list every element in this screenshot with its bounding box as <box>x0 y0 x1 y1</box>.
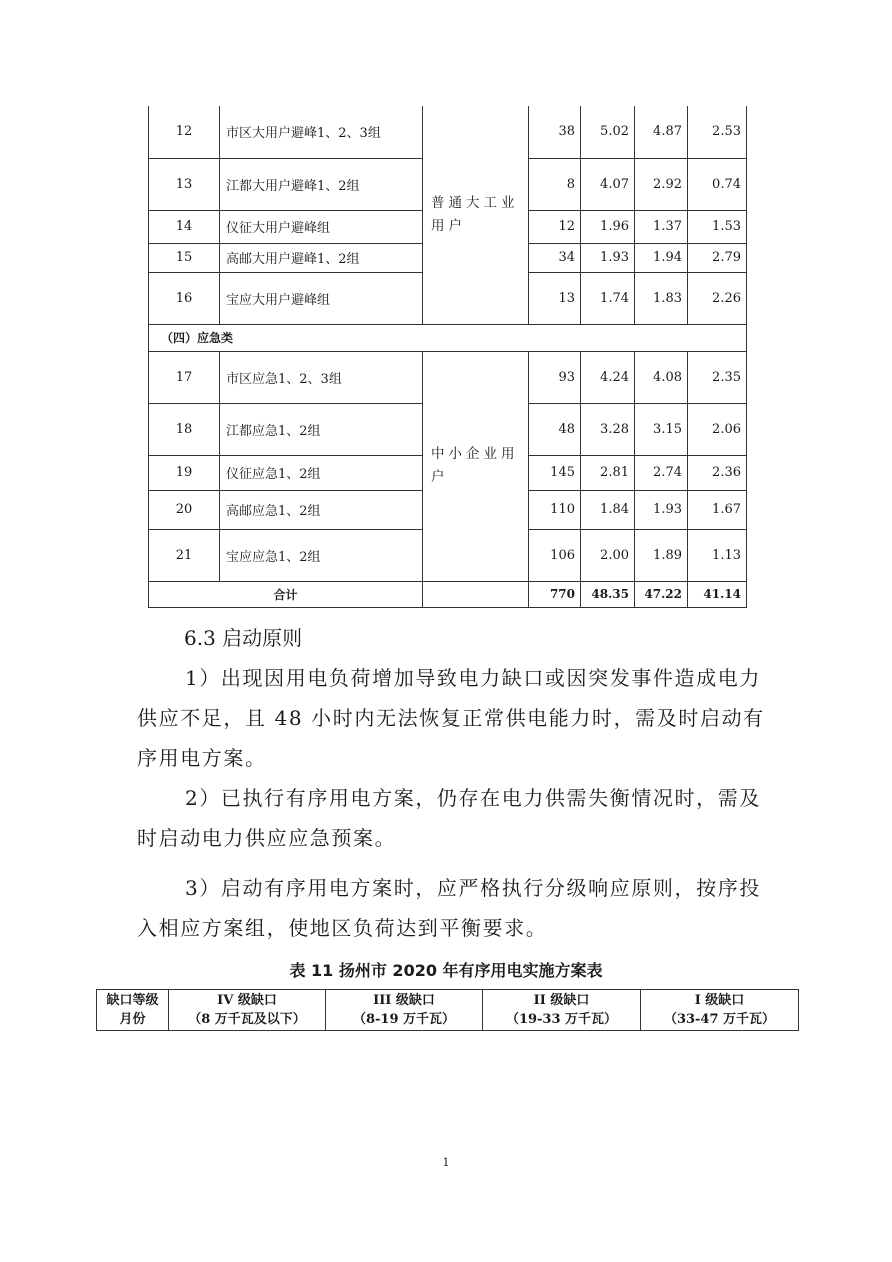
level-name: II 级缺口 <box>533 993 590 1008</box>
load-value-1: 1.93 <box>581 243 635 272</box>
level-name: III 级缺口 <box>373 993 435 1008</box>
load-value-3: 2.06 <box>688 403 747 455</box>
level-name: IV 级缺口 <box>217 993 277 1008</box>
table-caption: 表 11 扬州市 2020 年有序用电实施方案表 <box>289 961 603 980</box>
row-number: 16 <box>149 272 220 324</box>
plan-group-name: 市区大用户避峰1、2、3组 <box>220 106 423 158</box>
user-count: 106 <box>529 529 581 581</box>
load-value-3: 2.53 <box>688 106 747 158</box>
load-value-1: 5.02 <box>581 106 635 158</box>
load-value-3: 1.13 <box>688 529 747 581</box>
load-value-2: 1.94 <box>635 243 688 272</box>
load-value-2: 4.87 <box>635 106 688 158</box>
level-name: I 级缺口 <box>694 993 745 1008</box>
user-count: 145 <box>529 455 581 490</box>
load-value-1: 4.07 <box>581 158 635 210</box>
level-i-header <box>641 990 799 1031</box>
implementation-plan-table <box>96 989 799 1031</box>
corner-header <box>97 990 169 1031</box>
level-range: （8 万千瓦及以下） <box>188 1012 306 1027</box>
load-value-2: 3.15 <box>635 403 688 455</box>
user-type-cell: 普通大工业用户 <box>423 106 529 324</box>
load-value-2: 1.83 <box>635 272 688 324</box>
level-iii-header <box>326 990 483 1031</box>
user-count: 34 <box>529 243 581 272</box>
load-value-1: 3.28 <box>581 403 635 455</box>
plan-group-name: 市区应急1、2、3组 <box>220 351 423 403</box>
row-number: 12 <box>149 106 220 158</box>
corner-bottom-label: 月份 <box>119 1012 146 1027</box>
load-value-3: 1.53 <box>688 210 747 243</box>
load-value-2: 1.89 <box>635 529 688 581</box>
user-count: 48 <box>529 403 581 455</box>
row-number: 14 <box>149 210 220 243</box>
table-row <box>149 351 747 403</box>
plan-group-name: 江都应急1、2组 <box>220 403 423 455</box>
load-value-1: 4.24 <box>581 351 635 403</box>
total-value-2: 47.22 <box>635 581 688 607</box>
row-number: 13 <box>149 158 220 210</box>
user-count: 8 <box>529 158 581 210</box>
load-value-3: 0.74 <box>688 158 747 210</box>
plan-group-name: 高邮大用户避峰1、2组 <box>220 243 423 272</box>
plan-group-name: 高邮应急1、2组 <box>220 490 423 529</box>
corner-top-label: 缺口等级 <box>106 993 159 1008</box>
load-value-1: 1.96 <box>581 210 635 243</box>
row-number: 19 <box>149 455 220 490</box>
user-count: 110 <box>529 490 581 529</box>
page-number: 1 <box>442 1156 450 1169</box>
paragraph-3: 3）启动有序用电方案时，应严格执行分级响应原则，按序投入相应方案组，使地区负荷达到平衡要求。 <box>137 876 761 940</box>
total-row <box>149 581 747 607</box>
load-value-2: 1.37 <box>635 210 688 243</box>
level-range: （19-33 万千瓦） <box>505 1012 618 1027</box>
section-heading: 6.3 启动原则 <box>184 626 303 650</box>
table-row <box>149 106 747 158</box>
header-row <box>97 990 799 1031</box>
plan-group-name: 江都大用户避峰1、2组 <box>220 158 423 210</box>
row-number: 17 <box>149 351 220 403</box>
load-value-2: 2.74 <box>635 455 688 490</box>
user-count: 93 <box>529 351 581 403</box>
user-count: 38 <box>529 106 581 158</box>
row-number: 18 <box>149 403 220 455</box>
paragraph-1: 1）出现因用电负荷增加导致电力缺口或因突发事件造成电力供应不足，且 48 小时内无法恢复正常供电能力时，需及时启动有序用电方案。 <box>137 666 765 770</box>
plan-group-name: 仪征大用户避峰组 <box>220 210 423 243</box>
load-value-2: 4.08 <box>635 351 688 403</box>
load-value-1: 2.81 <box>581 455 635 490</box>
level-ii-header <box>483 990 641 1031</box>
row-number: 20 <box>149 490 220 529</box>
row-number: 15 <box>149 243 220 272</box>
load-value-2: 1.93 <box>635 490 688 529</box>
paragraph-2: 2）已执行有序用电方案，仍存在电力供需失衡情况时，需及时启动电力供应应急预案。 <box>137 786 761 850</box>
level-iv-header <box>169 990 326 1031</box>
total-count: 770 <box>529 581 581 607</box>
total-label: 合计 <box>149 581 423 607</box>
user-count: 13 <box>529 272 581 324</box>
row-number: 21 <box>149 529 220 581</box>
load-value-1: 2.00 <box>581 529 635 581</box>
load-value-3: 2.35 <box>688 351 747 403</box>
level-range: （33-47 万千瓦） <box>663 1012 776 1027</box>
load-value-3: 2.79 <box>688 243 747 272</box>
load-value-3: 1.67 <box>688 490 747 529</box>
total-value-1: 48.35 <box>581 581 635 607</box>
total-empty-cell <box>423 581 529 607</box>
section-title: （四）应急类 <box>149 324 747 351</box>
load-value-3: 2.36 <box>688 455 747 490</box>
user-count: 12 <box>529 210 581 243</box>
load-value-2: 2.92 <box>635 158 688 210</box>
plan-group-name: 宝应大用户避峰组 <box>220 272 423 324</box>
load-value-1: 1.74 <box>581 272 635 324</box>
plan-group-name: 宝应应急1、2组 <box>220 529 423 581</box>
section-row <box>149 324 747 351</box>
plan-group-name: 仪征应急1、2组 <box>220 455 423 490</box>
load-value-3: 2.26 <box>688 272 747 324</box>
load-value-1: 1.84 <box>581 490 635 529</box>
level-range: （8-19 万千瓦） <box>352 1012 456 1027</box>
total-value-3: 41.14 <box>688 581 747 607</box>
user-type-cell: 中小企业用户 <box>423 351 529 581</box>
ordered-power-plan-table <box>148 106 747 608</box>
